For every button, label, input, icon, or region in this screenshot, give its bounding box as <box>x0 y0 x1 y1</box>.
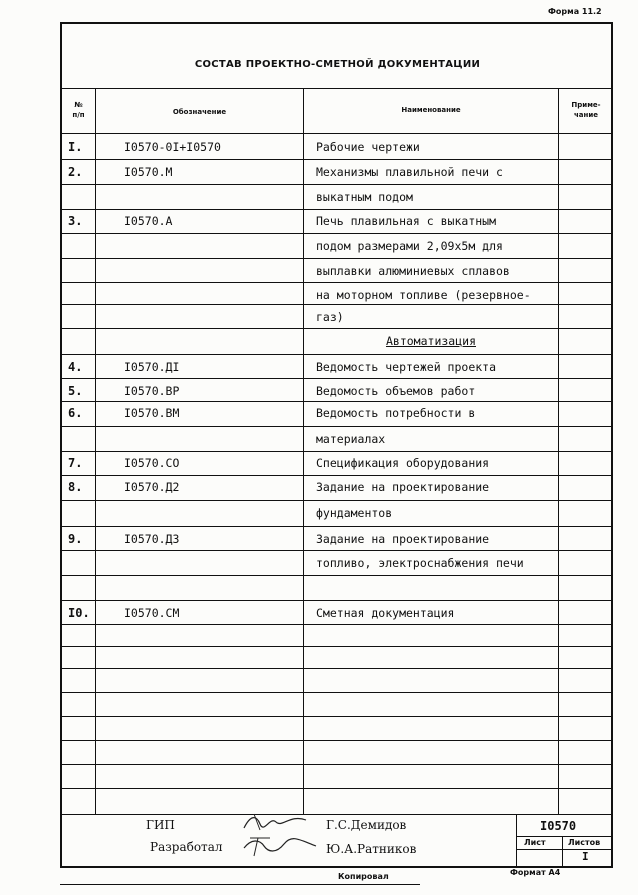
document-title: СОСТАВ ПРОЕКТНО-СМЕТНОЙ ДОКУМЕНТАЦИИ <box>194 59 481 70</box>
row-divider <box>60 401 613 402</box>
row-number: 5. <box>68 384 83 398</box>
dev-signature-icon <box>240 834 320 858</box>
row-number: 4. <box>68 360 83 374</box>
dev-role: Разработал <box>150 840 223 854</box>
dev-name: Ю.А.Ратников <box>326 842 417 856</box>
row-designation: I0570.М <box>124 165 173 179</box>
row-name: на моторном топливе (резервное- <box>316 288 531 302</box>
row-name: Задание на проектирование <box>316 480 490 494</box>
row-designation: I0570.ВМ <box>124 406 180 420</box>
title-divider <box>60 88 613 89</box>
row-designation: I0570.ВР <box>124 384 180 398</box>
row-designation: I0570.СО <box>124 456 180 470</box>
row-divider <box>60 233 613 234</box>
row-divider <box>60 159 613 160</box>
row-divider <box>60 600 613 601</box>
stamp-sheet-label: Лист <box>524 838 546 847</box>
row-number: 7. <box>68 456 83 470</box>
row-name: материалах <box>316 432 386 446</box>
row-divider <box>60 550 613 551</box>
row-divider <box>60 184 613 185</box>
empty-row-divider <box>60 716 613 717</box>
stamp-sheet-line <box>516 836 613 837</box>
row-name: Спецификация оборудования <box>316 456 490 470</box>
row-designation: I0570-0I+I0570 <box>124 140 221 154</box>
row-name: подом размерами 2,09х5м для <box>316 239 503 253</box>
row-name: Задание на проектирование <box>316 532 490 546</box>
row-designation: I0570.Д3 <box>124 532 180 546</box>
stamp-sheets-value: I <box>582 850 589 863</box>
row-name: фундаментов <box>316 506 393 520</box>
format-label: Формат А4 <box>510 868 561 877</box>
row-divider <box>60 426 613 427</box>
empty-row-divider <box>60 692 613 693</box>
stamp-sheet-line-2 <box>516 849 613 850</box>
row-divider <box>60 526 613 527</box>
gip-name: Г.С.Демидов <box>326 818 407 832</box>
row-number: 6. <box>68 406 83 420</box>
row-number: I0. <box>68 606 90 620</box>
row-divider <box>60 378 613 379</box>
row-divider <box>60 282 613 283</box>
row-divider <box>60 258 613 259</box>
header-note: Приме- чание <box>571 101 601 119</box>
header-name: Наименование <box>401 106 461 114</box>
row-divider <box>60 500 613 501</box>
gip-signature-icon <box>240 810 310 832</box>
row-name: Механизмы плавильной печи с <box>316 165 503 179</box>
row-name: выкатным подом <box>316 190 413 204</box>
header-designation: Обозначение <box>172 108 227 116</box>
form-label: Форма 11.2 <box>548 7 602 16</box>
footer-line <box>60 884 420 885</box>
row-name: Ведомость объемов работ <box>316 384 476 398</box>
row-name: топливо, электроснабжения печи <box>316 556 524 570</box>
row-divider <box>60 575 613 576</box>
row-name: Рабочие чертежи <box>316 140 420 154</box>
header-num: № п/п <box>72 101 85 119</box>
row-name: Ведомость чертежей проекта <box>316 360 497 374</box>
row-divider <box>60 624 613 625</box>
row-name: Сметная документация <box>316 606 455 620</box>
row-number: 9. <box>68 532 83 546</box>
row-name: Ведомость потребности в <box>316 406 476 420</box>
row-name: Печь плавильная с выкатным <box>316 214 497 228</box>
row-divider <box>60 451 613 452</box>
row-divider <box>60 475 613 476</box>
row-divider <box>60 354 613 355</box>
header-divider <box>60 133 613 134</box>
stamp-sheet-divider <box>562 836 563 868</box>
row-number: I. <box>68 140 83 154</box>
row-divider <box>60 328 613 329</box>
stamp-doc-code: I0570 <box>540 819 577 833</box>
empty-row-divider <box>60 764 613 765</box>
empty-row-divider <box>60 668 613 669</box>
row-designation: I0570.СМ <box>124 606 180 620</box>
row-number: 8. <box>68 480 83 494</box>
row-name: газ) <box>316 310 344 324</box>
row-name: Автоматизация <box>385 334 476 348</box>
stamp-top-line <box>60 814 613 815</box>
gip-role: ГИП <box>146 818 175 832</box>
row-number: 3. <box>68 214 83 228</box>
row-designation: I0570.Д2 <box>124 480 180 494</box>
copied-label: Копировал <box>338 872 389 881</box>
row-divider <box>60 304 613 305</box>
stamp-sheets-label: Листов <box>568 838 601 847</box>
stamp-vline <box>516 814 517 868</box>
row-divider <box>60 209 613 210</box>
row-number: 2. <box>68 165 83 179</box>
row-name: выплавки алюминиевых сплавов <box>316 264 510 278</box>
empty-row-divider <box>60 788 613 789</box>
row-designation: I0570.А <box>124 214 173 228</box>
empty-row-divider <box>60 740 613 741</box>
row-designation: I0570.ДI <box>124 360 180 374</box>
empty-row-divider <box>60 646 613 647</box>
